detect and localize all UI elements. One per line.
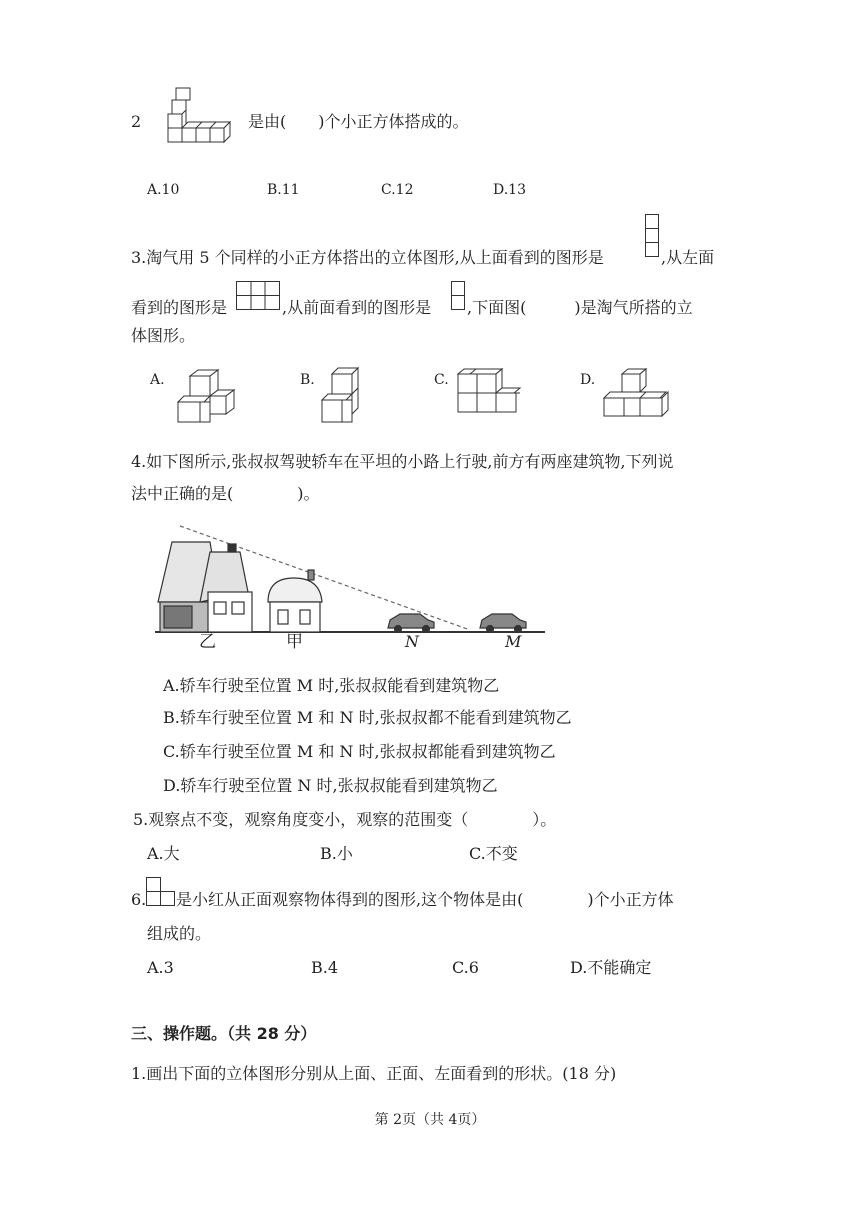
section3-q1: 1.画出下面的立体图形分别从上面、正面、左面看到的形状。(18 分): [131, 1064, 617, 1083]
q3-option-a-figure: [172, 368, 238, 426]
q3-left-view-icon: [236, 281, 280, 311]
q3-option-c-label: C.: [434, 372, 449, 388]
q3-option-d-label: D.: [580, 372, 596, 388]
q6-option-a: A.3: [147, 958, 174, 977]
q3-line2b: ,从前面看到的图形是: [282, 298, 432, 317]
q4-option-d: D.轿车行驶至位置 N 时,张叔叔能看到建筑物乙: [163, 776, 498, 795]
q4-option-b: B.轿车行驶至位置 M 和 N 时,张叔叔都不能看到建筑物乙: [163, 708, 572, 727]
q3-option-b-label: B.: [300, 372, 315, 388]
q6-option-c: C.6: [452, 958, 479, 977]
q2-option-c: C.12: [381, 182, 414, 198]
q3-front-view-icon: [451, 281, 465, 311]
q6-number: 6.: [131, 890, 147, 909]
q2-option-a: A.10: [147, 182, 180, 198]
q4-label-jia: 甲: [286, 632, 303, 652]
q5-question: 5.观察点不变，观察角度变小，观察的范围变（ ）。: [133, 810, 557, 829]
q3-option-a-label: A.: [150, 372, 165, 388]
q4-line1: 4.如下图所示,张叔叔驾驶轿车在平坦的小路上行驶,前方有两座建筑物,下列说: [131, 452, 674, 471]
q4-line2: 法中正确的是( )。: [131, 484, 320, 503]
q3-line1-tail: ,从左面: [661, 248, 715, 267]
q6-option-d: D.不能确定: [570, 958, 652, 977]
q2-cube-figure: [158, 88, 238, 148]
q3-option-c-figure: [454, 368, 522, 414]
q3-line2a: 看到的图形是: [131, 298, 228, 317]
q6-front-view-icon: [146, 877, 176, 907]
section3-heading: 三、操作题。（共 28 分）: [131, 1024, 317, 1043]
q4-label-n: N: [405, 632, 419, 651]
q5-option-c: C.不变: [469, 844, 518, 863]
q2-question: 是由( )个小正方体搭成的。: [248, 112, 469, 131]
q6-line1: 是小红从正面观察物体得到的图形,这个物体是由( )个小正方体: [176, 890, 674, 909]
q3-line2c: ,下面图( )是淘气所搭的立: [467, 298, 693, 317]
q6-line2: 组成的。: [147, 924, 212, 943]
q4-label-yi: 乙: [199, 632, 216, 652]
q2-option-d: D.13: [493, 182, 526, 198]
q3-option-b-figure: [318, 366, 362, 428]
q6-option-b: B.4: [311, 958, 339, 977]
q3-option-d-figure: [600, 368, 670, 418]
q4-option-a: A.轿车行驶至位置 M 时,张叔叔能看到建筑物乙: [163, 676, 500, 695]
q3-top-view-icon: [645, 214, 659, 258]
q4-option-c: C.轿车行驶至位置 M 和 N 时,张叔叔都能看到建筑物乙: [163, 742, 556, 761]
q2-number: 2: [131, 112, 142, 131]
q3-line3: 体图形。: [131, 326, 196, 345]
q5-option-a: A.大: [147, 844, 180, 863]
page-footer: 第 2页（共 4页）: [374, 1112, 486, 1128]
q5-option-b: B.小: [320, 844, 353, 863]
q4-label-m: M: [505, 632, 522, 651]
q2-option-b: B.11: [267, 182, 300, 198]
q3-line1: 3.淘气用 5 个同样的小正方体搭出的立体图形,从上面看到的图形是: [131, 248, 604, 267]
